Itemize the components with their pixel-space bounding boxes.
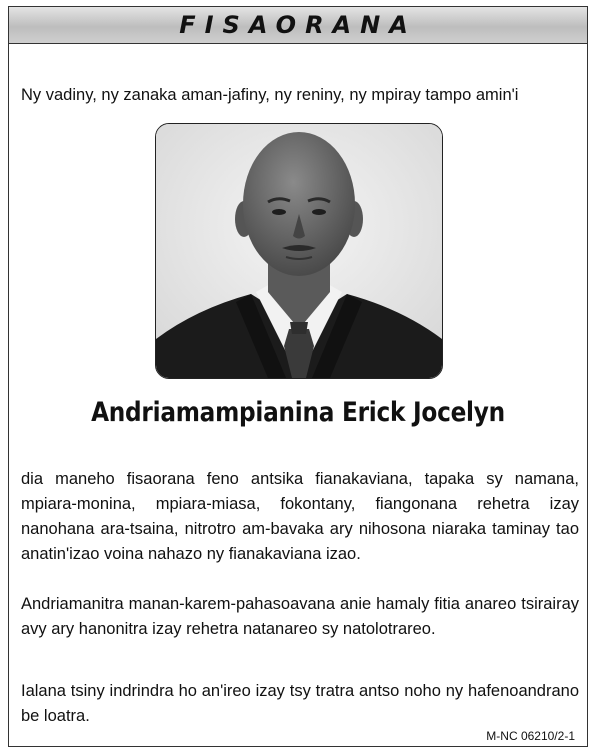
announcement-frame xyxy=(8,6,588,747)
intro-text: Ny vadiny, ny zanaka aman-jafiny, ny reniny, ny mpiray tampo amin'i xyxy=(21,86,519,104)
header-banner xyxy=(9,7,587,44)
portrait-photo xyxy=(155,123,443,379)
thanks-paragraph: dia maneho fisaorana feno antsika fianakaviana, tapaka sy namana, mpiara-monina, mpiara-miasa, fokontany, fiangonana rehetra izay nanohana ara-tsaina, nitrotro am-bavaka ary nihosona niaraka taminay tao anatin'izao voina nahazo ny fianakaviana izao. xyxy=(21,470,579,563)
header-title: FISAORANA xyxy=(179,11,417,39)
portrait-illustration xyxy=(156,124,442,378)
apology-paragraph: Ialana tsiny indrindra ho an'ireo izay tsy tratra antso noho ny hafenoandrano be loatra. xyxy=(21,682,579,725)
blessing-paragraph: Andriamanitra manan-karem-pahasoavana anie hamaly fitia anareo tsirairay avy ary hanonitra izay rehetra natanareo sy natolotrareo. xyxy=(21,595,579,638)
deceased-name: Andriamampianina Erick Jocelyn xyxy=(91,397,505,428)
reference-code: M-NC 06210/2-1 xyxy=(486,729,575,743)
